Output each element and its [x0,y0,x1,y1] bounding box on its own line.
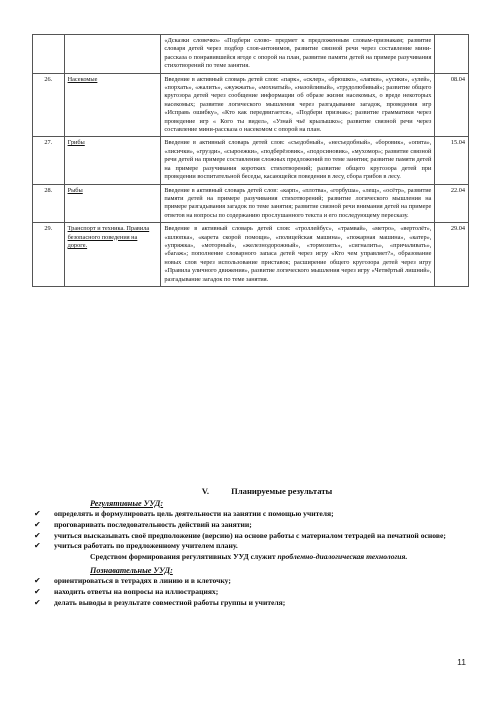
check-icon: ✔ [34,519,41,529]
check-icon: ✔ [34,586,41,596]
row-number: 29. [33,223,65,287]
cognitive-heading: Познавательные УУД: [90,565,173,575]
check-icon: ✔ [34,575,41,585]
row-topic: Насекомые [64,73,161,137]
list-item: ✔ учиться высказывать своё предположение (версию) на основе работы с материалом тетрадей на печатной основе; [34,530,446,540]
section-heading [62,486,472,496]
section-number: V. [201,486,209,496]
row-topic: Грибы [64,137,161,184]
table-row [33,35,469,74]
regulative-note: Средством формирования регулятивных УУД служит проблемно-диалогическая технология. [90,552,408,562]
regulative-list [32,509,472,552]
table-row [33,223,469,287]
regulative-heading: Регулятивные УУД: [90,499,164,508]
check-icon: ✔ [34,597,41,607]
row-number [33,35,65,74]
cognitive-list [32,576,472,608]
list-item: ✔ находить ответы на вопросы на иллюстрациях; [34,586,219,596]
row-topic: Транспорт и техника. Правила безопасного поведения на дороге. [64,223,161,287]
row-topic: Рыбы [64,184,161,223]
row-date: 29.04 [435,223,469,287]
row-content: Введение в активный словарь детей слов: «парк», «склер», «брюшко», «лапки», «усики», «улей», «порхать», «жалить», «жужжать», «мохнатый», «назойливый», «трудолюбивый»; развитие общего кругозора детей через сообщение информации об образе жизни насекомых, о вреде некоторых насекомых; развитие логического мышления через разгадывание загадок, проведения игр «Исправь ошибку», «Кто как передвигается», «Подбери признак»; развитие грамматики через проведение игр « Кого ты видел», «Узнай чьё крылышко»; развитие связной речи через составление мини-рассказа о насекомом с опорой на план. [161,73,435,137]
row-content: Введение в активный словарь детей слов: «троллейбус», «трамвай», «метро», «вертолёт», «шлюпка», «карета скорой помощи», «полицейская машина», «пожарная машина», «катер», «упряжка», «моторный», «железнодорожный», «тормозить», «сигналить», «причаливать», «багаж»; пополнение словарного запаса детей через игру «Кто чем управляет?», образование новых слов через использование приставок; расширение общего кругозора детей через игру «Правила уличного движения», развитие логического мышления через игру «Четвёртый лишний», разгадывание загадок по теме занятия. [161,223,435,287]
list-item: ✔ учиться работать по предложенному учителем плану. [34,541,238,551]
list-item: ✔ ориентироваться в тетрадях в линию и в клеточку; [34,575,231,585]
row-number: 27. [33,137,65,184]
planned-results-section [32,486,472,608]
table-row [33,184,469,223]
list-item: ✔ проговаривать последовательность действий на занятии; [34,519,252,529]
row-content: «Дсказки словечко» «Подбери слово- предмет к предложенным словам-признакам; развитие словаря детей через подбор слов-антонимов, развитие связной речи через составление мини-рассказа о понравившейся ягоде с опорой на план, развитие памяти детей на примере разучивания стихотворений по теме занятия. [161,35,435,74]
technology-name: проблемно-диалогическая технология. [277,552,408,562]
row-date: 08.04 [435,73,469,137]
check-icon: ✔ [34,541,41,551]
section-title: Планируемые результаты [231,486,333,496]
row-number: 26. [33,73,65,137]
table-row [33,73,469,137]
lesson-plan-table [32,34,469,287]
row-date: 22.04 [435,184,469,223]
table-row [33,137,469,184]
page-number: 11 [457,657,466,667]
row-number: 28. [33,184,65,223]
check-icon: ✔ [34,509,41,518]
check-icon: ✔ [34,530,41,540]
row-content: Введение в активный словарь детей слов: «карп», «плотва», «горбуша», «лещ», «осётр», развитие памяти детей на примере разучивания стихотворений; развитие логического мышления на примере разгадывания загадок по теме занятия; развитие связной речи внимания детей на примере ответов на вопросы по содержанию прослушанного текста и его последующему пересказу. [161,184,435,223]
row-date [435,35,469,74]
row-content: Введение в активный словарь детей слов: «съедобный», «несъедобный», «боровик», «опята», «лисички», «грузди», «сыроежки», «подберёзовик», «подосиновик», «мухомор»; развитие связной речи детей на примере составления сложных предложений по теме занятия; развитие памяти детей на примере разучивания коротких стихотворений; развитие общего кругозора детей при проведении воспитательной беседы, касающейся поведения в лесу, сбора грибов в лесу. [161,137,435,184]
row-topic [64,35,161,74]
list-item: ✔ делать выводы в результате совместной работы группы и учителя; [34,597,286,607]
row-date: 15.04 [435,137,469,184]
list-item: ✔ определять и формулировать цель деятельности на занятии с помощью учителя; [34,509,334,518]
